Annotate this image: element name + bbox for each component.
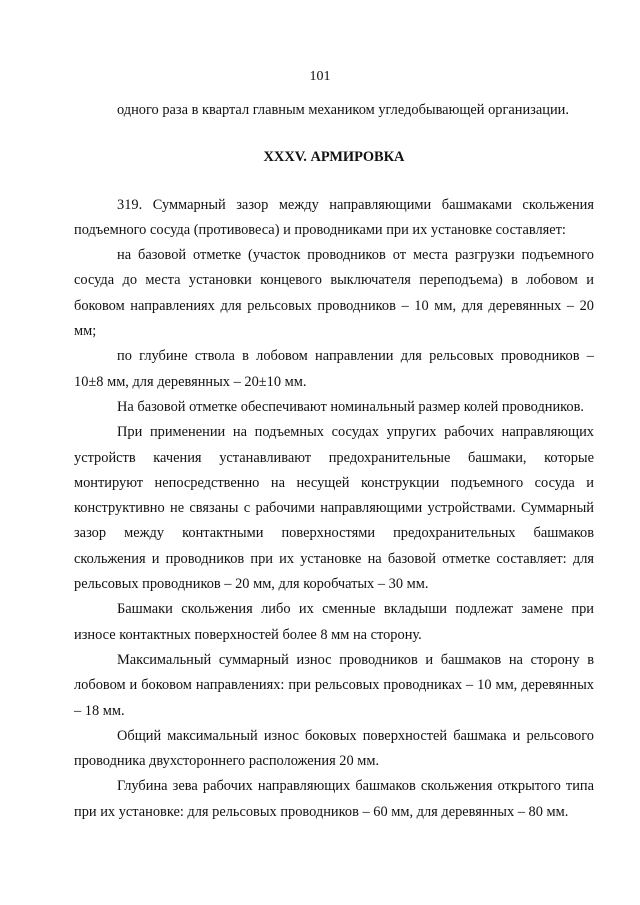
section-title: XXXV. АРМИРОВКА <box>263 149 405 166</box>
paragraph: по глубине ствола в лобовом направлении для рельсовых проводников – 10±8 мм, для деревянных – 20±10 мм. <box>74 348 594 390</box>
page-number: 101 <box>309 69 331 84</box>
paragraph: Башмаки скольжения либо их сменные вкладыши подлежат замене при износе контактных поверхностей более 8 мм на сторону. <box>74 601 594 643</box>
paragraph: Глубина зева рабочих направляющих башмаков скольжения открытого типа при их установке: для рельсовых проводников – 60 мм, для деревянных – 80 мм. <box>74 778 594 820</box>
paragraph: на базовой отметке (участок проводников от места разгрузки подъемного сосуда до места установки концевого выключателя переподъема) в лобовом и боковом направлениях для рельсовых проводников – 10 мм, для деревянных – 20 мм; <box>74 247 594 340</box>
spacer <box>74 171 594 193</box>
paragraph: При применении на подъемных сосудах упругих рабочих направляющих устройств качения устанавливают предохранительные башмаки, которые монтируют непосредственно на несущей конструкции подъемного сосуда и конструктивно не связаны с рабочими направляющими устройствами. Суммарный зазор между контактными поверхностями предохранительных башмаков скольжения и проводников при их установке на базовой отметке составляет: для рельсовых проводников – 20 мм, для коробчатых – 30 мм. <box>74 424 594 593</box>
continuation-paragraph: одного раза в квартал главным механиком угледобывающей организации. <box>117 102 569 118</box>
spacer <box>74 123 594 145</box>
paragraph: Максимальный суммарный износ проводников и башмаков на сторону в лобовом и боковом направлениях: при рельсовых проводниках – 10 мм, деревянных – 18 мм. <box>74 651 594 719</box>
paragraph-319: 319. Суммарный зазор между направляющими башмаками скольжения подъемного сосуда (противовеса) и проводниками при их установке составляет: <box>74 196 594 238</box>
paragraph: На базовой отметке обеспечивают номинальный размер колей проводников. <box>117 398 585 415</box>
paragraph: Общий максимальный износ боковых поверхностей башмака и рельсового проводника двухстороннего расположения 20 мм. <box>74 727 594 770</box>
page-body <box>74 98 594 825</box>
